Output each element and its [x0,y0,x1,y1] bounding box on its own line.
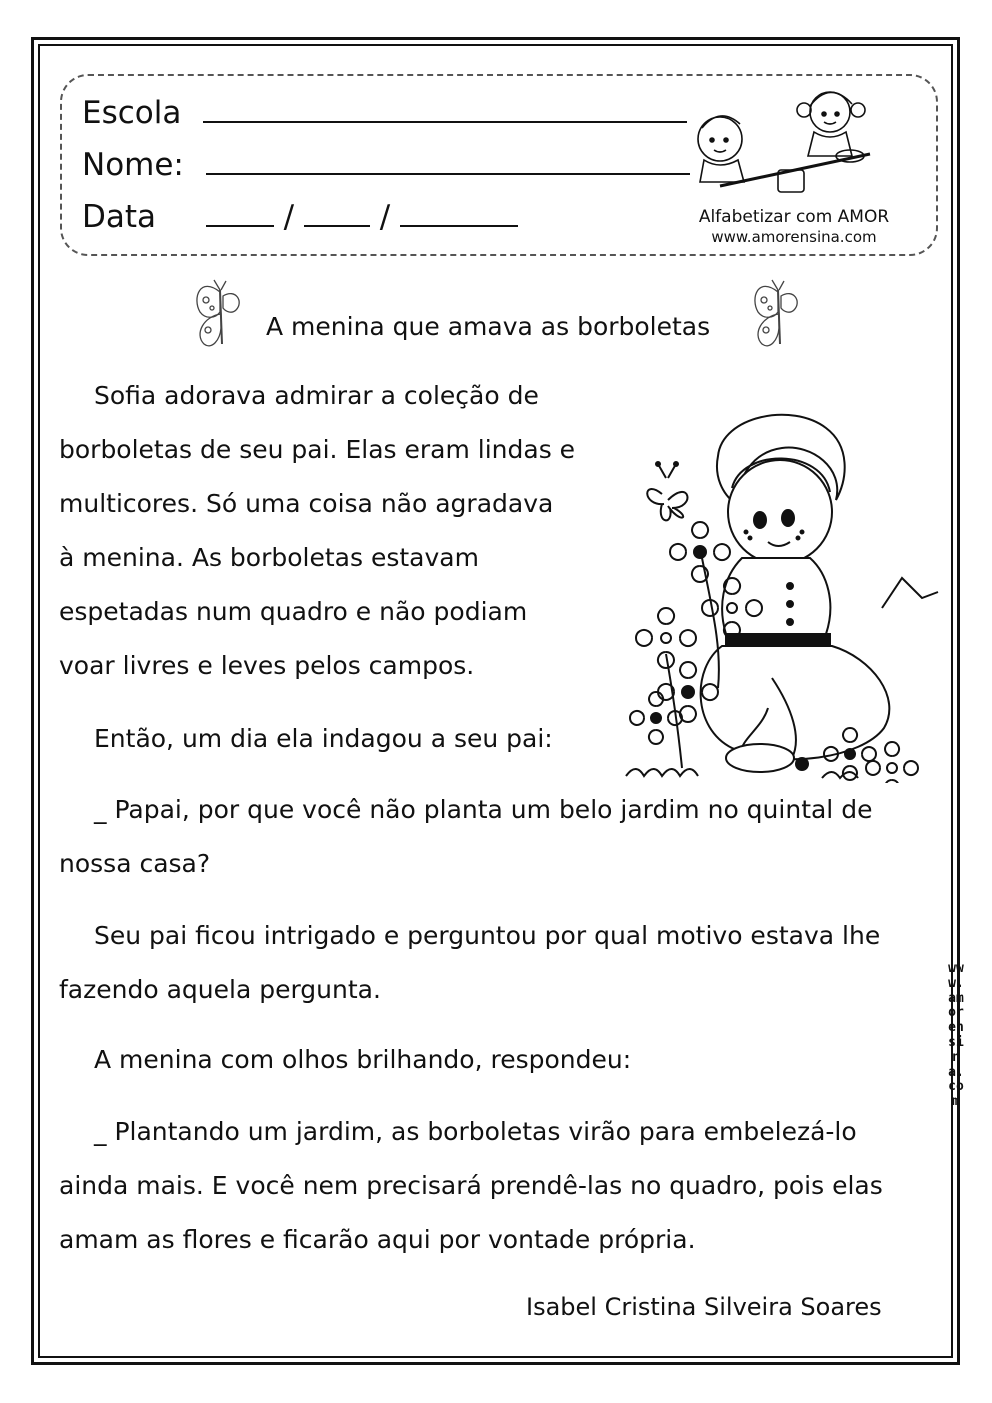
name-field [82,147,690,181]
date-year-blank [400,199,518,227]
date-field [82,199,518,233]
paragraph-1 [59,369,575,693]
side-url-watermark: www.amorensina.com [948,961,964,1110]
kids-seesaw-illustration [680,84,890,204]
paragraph-line: voar livres e leves pelos campos. [59,651,475,680]
paragraph-line: ainda mais. E você nem precisará prendê-las no quadro, pois elas [59,1171,883,1200]
paragraph-line: A menina com olhos brilhando, respondeu: [94,1045,632,1074]
paragraph-line: _ Plantando um jardim, as borboletas virão para embelezá-lo [94,1117,857,1146]
name-blank-line [206,147,690,175]
paragraph-4 [59,909,880,1017]
paragraph-line: espetadas num quadro e não podiam [59,597,528,626]
school-label: Escola [82,95,182,131]
logo-title: Alfabetizar com AMOR [698,207,890,227]
date-separator: / [379,199,391,235]
school-field [82,95,687,129]
paragraph-line: Sofia adorava admirar a coleção de [94,381,539,410]
paragraph-line: amam as flores e ficarão aqui por vontade própria. [59,1225,696,1254]
logo-url: www.amorensina.com [711,228,877,246]
paragraph-line: nossa casa? [59,849,211,878]
date-separator: / [283,199,295,235]
paragraph-line: fazendo aquela pergunta. [59,975,381,1004]
paragraph-line: à menina. As borboletas estavam [59,543,479,572]
date-day-blank [206,199,274,227]
butterfly-icon [748,278,806,352]
girl-with-flowers-illustration [622,408,940,783]
paragraph-line: multicores. Só uma coisa não agradava [59,489,554,518]
paragraph-line: Então, um dia ela indagou a seu pai: [94,724,553,753]
story-title: A menina que amava as borboletas [266,312,711,341]
author-name: Isabel Cristina Silveira Soares [526,1293,882,1321]
paragraph-2 [59,712,553,766]
name-label: Nome: [82,147,184,183]
date-label: Data [82,199,157,235]
butterfly-icon [190,278,248,352]
paragraph-line: borboletas de seu pai. Elas eram lindas e [59,435,576,464]
date-month-blank [304,199,370,227]
paragraph-5 [59,1033,631,1087]
paragraph-3 [59,783,872,891]
school-blank-line [203,95,687,123]
paragraph-line: Seu pai ficou intrigado e perguntou por qual motivo estava lhe [94,921,881,950]
paragraph-6 [59,1105,883,1267]
paragraph-line: _ Papai, por que você não planta um belo jardim no quintal de [94,795,873,824]
